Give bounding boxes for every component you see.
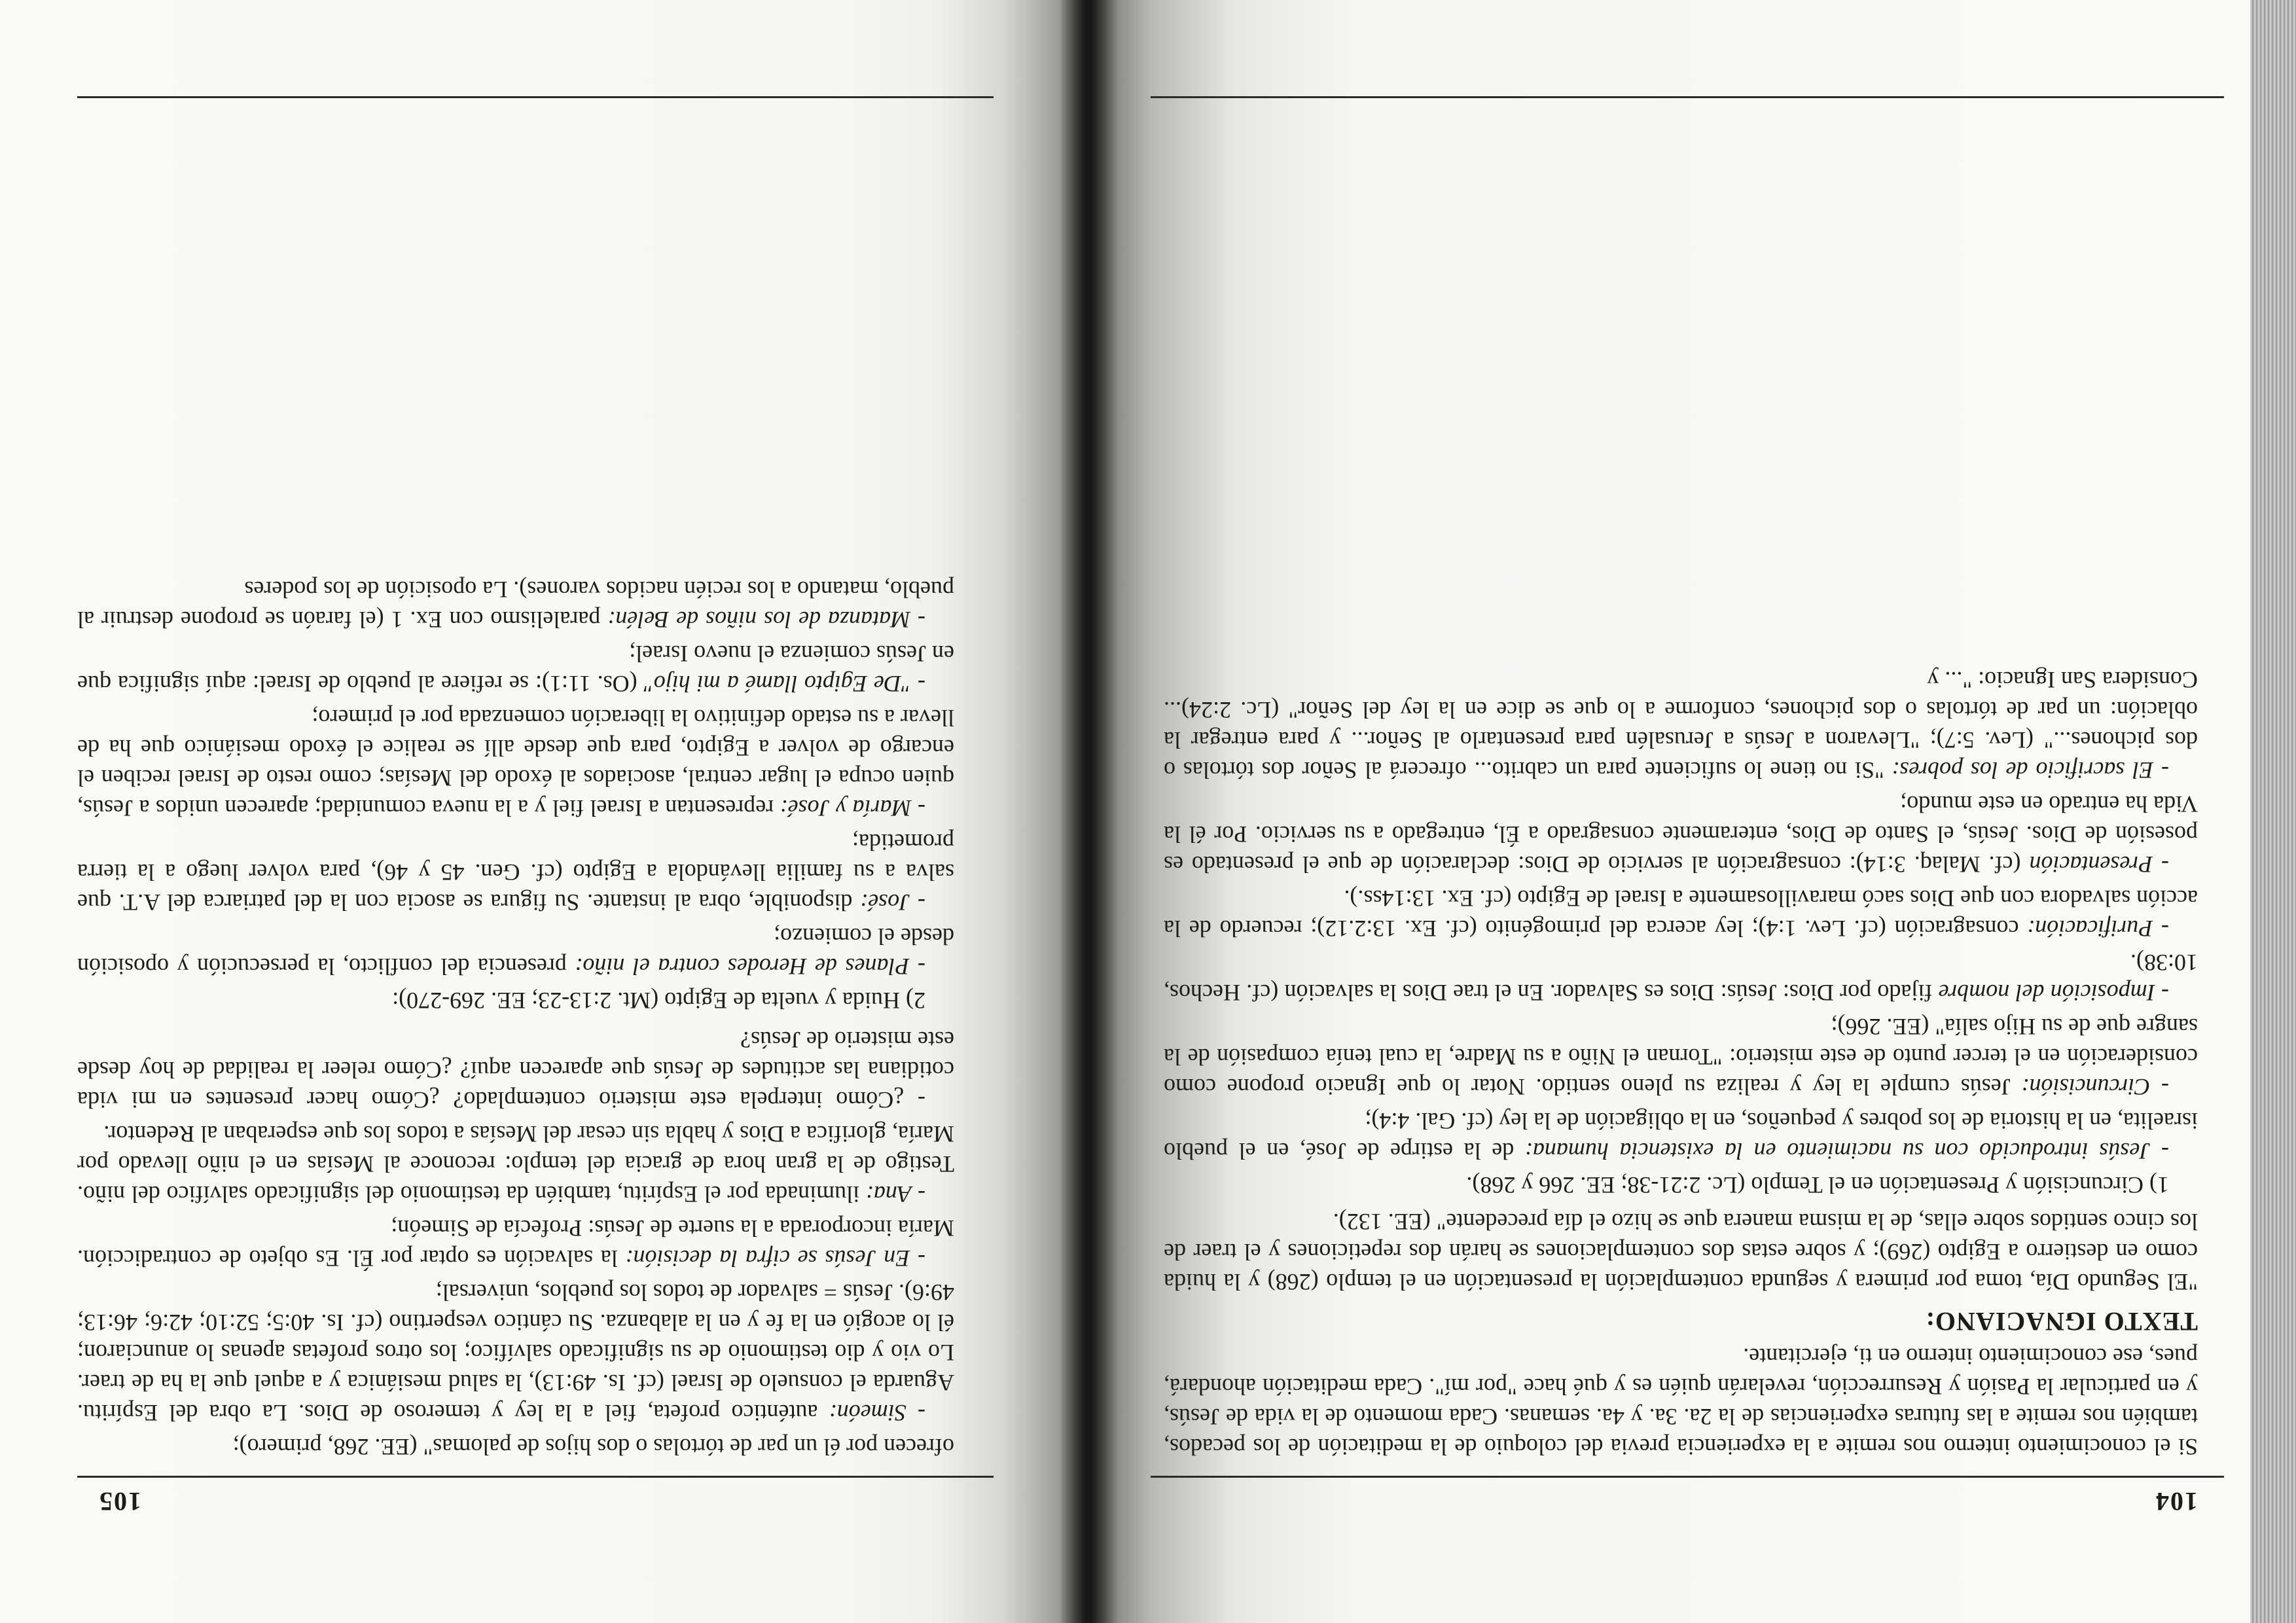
header-rule <box>1151 1476 2224 1478</box>
header-rule <box>77 1476 994 1478</box>
item-text: (cf. Malaq. 3:14): consagración al servicio de Dios: declaración de que el presentado es posesión de Dios. Jesús, el Santo de Dios, enteramente consagrado a Él, entregado a su servicio. Por él la Vida ha entrado en este mundo; <box>1164 791 2198 878</box>
item-text: "Si no tiene lo suficiente para un cabrito... ofrecerá al Señor dos tórtolas o dos pichones..." (Lev. 5:7); "Llevaron a Jesús a Jerusalén para presentarlo al Señor... y para entregar la oblación: un par de tórtolas o dos pichones, conforme a lo que se dice en la ley del Señor" (Lc. 2:24)... Considera San Ignacio: "... y <box>1164 667 2198 783</box>
list-item <box>77 575 954 635</box>
footer-rule <box>77 96 994 98</box>
item-text: Jesús cumple la ley y realiza su pleno sentido. Notar lo que Ignacio propone como consideración en el tercer punto de este misterio: "Tornan el Niño a su Madre, la cual tenía compasión de la sangre que de su Hijo salía" (EE. 266); <box>1164 1014 2198 1100</box>
list-item <box>77 703 954 823</box>
list-item <box>1164 1106 2198 1166</box>
item-lead: - Circuncisión: <box>2021 1074 2169 1100</box>
item-text: disponible, obra al instante. Su figura se asocia con la del patriarca del A.T. que salva a su familia llevándola a Egipto (cf. Gen. 45 y 46), para volver luego a la tierra prometida; <box>77 829 954 916</box>
carry-over-line: ofrecen por él un par de tórtolas o dos hijos de palomas" (EE. 268, primero); <box>232 1434 954 1460</box>
item-lead: - El sacrificio de los pobres: <box>1892 757 2169 783</box>
intro-paragraph: Si el conocimiento interno nos remite a la experiencia previa del coloquio de la meditación de los pecados, también nos remite a las futuras experiencias de la 2a. 3a. y 4a. semanas. Cada momento de la vida de Jesús, y en particular la Pasión y Resurrección, revelarán quién es y qué hace "por mí". Cada meditación ahondará, pues, ese conocimiento interno en ti, ejercitante. <box>1164 1344 2198 1460</box>
item-text: (Os. 11:1): se refiere al pueblo de Israel: aquí significa que en Jesús comienza el nuevo Israel; <box>77 641 954 697</box>
item-text: consagración (cf. Lev. 1:4); ley acerca del primogénito (cf. Ex. 13:2.12); recuerdo de la acción salvadora con que Dios sacó maravillosamente a Israel de Egipto (cf. Ex. 13:14ss.). <box>1164 885 2198 942</box>
list-item <box>77 1119 954 1209</box>
list-item <box>77 639 954 699</box>
footer-rule <box>1151 96 2224 98</box>
ignatian-quote: "El Segundo Día, toma por primera y segunda contemplación la presentación en el templo (268) y la huida como en destierro a Egipto (269); y sobre estas dos contemplaciones se harán dos repeticiones y el traer de los cinco sentidos sobre ellas, de la misma manera que se hizo el día precedente" (EE. 132). <box>1164 1209 2198 1295</box>
page-105 <box>0 0 1092 1623</box>
item-lead: - En Jesús se cifra la decisión: <box>625 1245 925 1272</box>
list-item <box>1164 883 2198 944</box>
heading-flight-to-egypt: 2) Huida y vuelta de Egipto (Mt. 2:13-23; EE. 269-270): <box>392 988 925 1014</box>
list-item <box>77 1277 954 1428</box>
item-text: - ¿Cómo interpela este misterio contemplado? ¿Cómo hacer presentes en mi vida cotidiana las actitudes de Jesús que aparecen aquí? ¿Cómo releer la realidad de hoy desde este misterio de Jesús? <box>77 1027 954 1113</box>
right-page-text <box>77 571 954 1462</box>
list-item <box>1164 1012 2198 1102</box>
item-text: la salvación es optar por Él. Es objeto de contradicción. María incorporada a la suerte de Jesús: Profecía de Simeón; <box>77 1215 954 1272</box>
list-item <box>1164 665 2198 785</box>
item-lead: - "De Egipto llamé a mi hijo" <box>643 671 925 697</box>
item-text: iluminada por el Espíritu, también da testimonio del significado salvífico del niño. Testigo de la gran hora de gracia del templo: reconoce al Mesías en el niño llevado por María, glorifica a Dios y habla sin cesar del Mesías a todos los que esperaban al Redentor. <box>77 1121 954 1207</box>
item-text: paralelismo con Ex. 1 (el faraón se propone destruir al pueblo, matando a los recién nacidos varones). La oposición de los poderes <box>77 577 954 633</box>
heading-circumcision: 1) Circuncisión y Presentación en el Templo (Lc. 2:21-38; EE. 266 y 268). <box>1466 1172 2169 1198</box>
item-text: de la estirpe de José, en el pueblo israelita, en la historia de los pobres y pequeños, en la obligación de la ley (cf. Gal. 4:4); <box>1163 1108 2198 1164</box>
item-lead: - Jesús introducido con su nacimiento en la existencia humana: <box>1524 1138 2169 1164</box>
page-104 <box>1092 0 2296 1623</box>
item-text: presencia del conflicto, la persecución y oposición desde el comienzo; <box>77 923 954 980</box>
item-lead: - Presentación <box>2029 851 2169 878</box>
item-lead: - Purificación: <box>2027 916 2169 942</box>
item-lead: - José: <box>860 889 925 916</box>
page-edges <box>2250 0 2296 1623</box>
item-lead: - Matanza de los niños de Belén: <box>607 607 925 633</box>
section-title: TEXTO IGNACIANO: <box>1925 1307 2198 1336</box>
list-item <box>77 921 954 982</box>
page-number: 105 <box>98 1487 141 1516</box>
item-text: fijado por Dios: Jesús: Dios es Salvador. En el trae Dios la salvación (cf. Hechos, 10:38). <box>1164 950 2198 1006</box>
item-text: representan a Israel fiel y a la nueva comunidad; aparecen unidos a Jesús, quien ocupa el lugar central, asociados al éxodo del Mesías; como resto de Israel reciben el encargo de volver a Egipto, para que desde allí se realice el éxodo mesiánico que ha de llevar a su estado definitivo la liberación comenzada por el primero; <box>77 705 954 821</box>
item-lead: - Simeón: <box>829 1400 925 1426</box>
page-number: 104 <box>2155 1487 2198 1516</box>
list-item <box>77 1213 954 1274</box>
item-lead: - Imposición del nombre <box>1938 980 2169 1006</box>
left-page-text <box>1164 661 2198 1462</box>
list-item <box>1164 948 2198 1008</box>
item-text: auténtico profeta, fiel a la ley y temeroso de Dios. La obra del Espíritu. Aguarda el consuelo de Israel (cf. Is. 49:13), la salud mesiánica y a aquel que la ha de traer. Lo vio y dio testimonio de su significado salvífico; los otros profetas apenas lo anunciaron; él lo acogió en la fe y en la alabanza. Su cántico vespertino (cf. Is. 40:5; 52:10; 42:6; 46:13; 49:6). Jesús = salvador de todos los pueblos, universal; <box>77 1279 954 1426</box>
list-item <box>77 827 954 918</box>
item-lead: - María y José: <box>780 795 925 821</box>
list-item <box>1164 789 2198 880</box>
book-gutter-shadow <box>1059 0 1118 1623</box>
item-lead: - Ana: <box>865 1181 925 1207</box>
item-lead: - Planes de Herodes contra el niño: <box>575 954 925 980</box>
list-item <box>77 1025 954 1115</box>
